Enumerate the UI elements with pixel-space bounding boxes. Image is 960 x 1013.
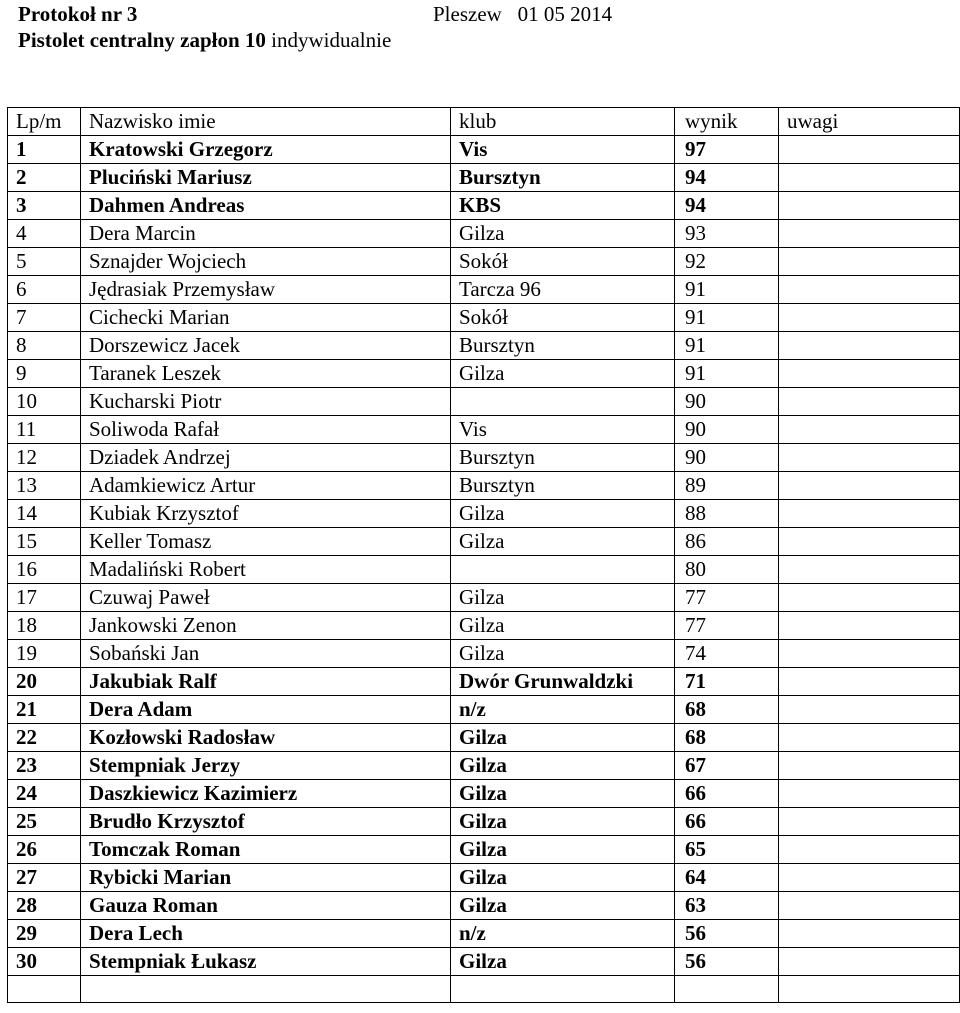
cell-score: 91	[675, 276, 779, 304]
cell-lp: 26	[8, 836, 81, 864]
cell-notes	[779, 136, 960, 164]
table-row	[8, 836, 960, 864]
cell-lp: 25	[8, 808, 81, 836]
cell-name: Kratowski Grzegorz	[81, 136, 451, 164]
cell-club: Gilza	[451, 500, 675, 528]
cell-name: Sznajder Wojciech	[81, 248, 451, 276]
table-row	[8, 136, 960, 164]
cell-club: Gilza	[451, 612, 675, 640]
cell-club: Bursztyn	[451, 164, 675, 192]
table-row	[8, 220, 960, 248]
cell-score	[675, 976, 779, 1003]
cell-score: 90	[675, 444, 779, 472]
cell-lp	[8, 976, 81, 1003]
cell-notes	[779, 836, 960, 864]
cell-notes	[779, 500, 960, 528]
cell-club: n/z	[451, 920, 675, 948]
discipline: Pistolet centralny zapłon 10	[18, 28, 266, 52]
cell-lp: 18	[8, 612, 81, 640]
cell-notes	[779, 388, 960, 416]
cell-notes	[779, 164, 960, 192]
cell-notes	[779, 304, 960, 332]
cell-name: Dera Marcin	[81, 220, 451, 248]
table-row	[8, 752, 960, 780]
cell-club: Bursztyn	[451, 332, 675, 360]
cell-lp: 4	[8, 220, 81, 248]
table-row	[8, 612, 960, 640]
cell-lp: 13	[8, 472, 81, 500]
cell-score: 77	[675, 612, 779, 640]
cell-notes	[779, 556, 960, 584]
table-row	[8, 556, 960, 584]
cell-notes	[779, 528, 960, 556]
place-date: Pleszew 01 05 2014	[433, 2, 613, 26]
cell-notes	[779, 640, 960, 668]
cell-name: Soliwoda Rafał	[81, 416, 451, 444]
cell-lp: 9	[8, 360, 81, 388]
cell-club: Bursztyn	[451, 472, 675, 500]
cell-club: Gilza	[451, 584, 675, 612]
cell-lp: 2	[8, 164, 81, 192]
cell-score: 63	[675, 892, 779, 920]
cell-notes	[779, 724, 960, 752]
cell-club: Gilza	[451, 752, 675, 780]
cell-notes	[779, 612, 960, 640]
cell-score: 64	[675, 864, 779, 892]
table-row	[8, 892, 960, 920]
results-table	[7, 107, 960, 1003]
column-header-notes: uwagi	[779, 108, 960, 136]
cell-score: 74	[675, 640, 779, 668]
cell-lp: 28	[8, 892, 81, 920]
cell-name: Sobański Jan	[81, 640, 451, 668]
cell-score: 89	[675, 472, 779, 500]
cell-name: Kubiak Krzysztof	[81, 500, 451, 528]
cell-score: 97	[675, 136, 779, 164]
table-row	[8, 360, 960, 388]
cell-notes	[779, 864, 960, 892]
cell-lp: 8	[8, 332, 81, 360]
cell-club: Gilza	[451, 948, 675, 976]
cell-name: Pluciński Mariusz	[81, 164, 451, 192]
cell-notes	[779, 360, 960, 388]
cell-score: 86	[675, 528, 779, 556]
cell-notes	[779, 416, 960, 444]
cell-club: Vis	[451, 416, 675, 444]
cell-name: Dera Adam	[81, 696, 451, 724]
cell-score: 90	[675, 416, 779, 444]
cell-name: Dziadek Andrzej	[81, 444, 451, 472]
cell-name: Jakubiak Ralf	[81, 668, 451, 696]
cell-lp: 22	[8, 724, 81, 752]
cell-notes	[779, 276, 960, 304]
table-row	[8, 696, 960, 724]
cell-score: 66	[675, 808, 779, 836]
table-row	[8, 276, 960, 304]
table-row	[8, 416, 960, 444]
cell-notes	[779, 696, 960, 724]
cell-name: Jędrasiak Przemysław	[81, 276, 451, 304]
cell-club: Gilza	[451, 836, 675, 864]
cell-lp: 12	[8, 444, 81, 472]
cell-lp: 19	[8, 640, 81, 668]
cell-name	[81, 976, 451, 1003]
cell-notes	[779, 976, 960, 1003]
cell-club: Sokół	[451, 248, 675, 276]
cell-score: 56	[675, 920, 779, 948]
cell-lp: 24	[8, 780, 81, 808]
cell-score: 67	[675, 752, 779, 780]
cell-lp: 14	[8, 500, 81, 528]
cell-notes	[779, 472, 960, 500]
cell-club	[451, 976, 675, 1003]
cell-lp: 30	[8, 948, 81, 976]
cell-name: Tomczak Roman	[81, 836, 451, 864]
cell-club: Gilza	[451, 220, 675, 248]
cell-notes	[779, 192, 960, 220]
table-row	[8, 920, 960, 948]
cell-lp: 15	[8, 528, 81, 556]
cell-name: Rybicki Marian	[81, 864, 451, 892]
table-row	[8, 332, 960, 360]
cell-name: Taranek Leszek	[81, 360, 451, 388]
table-row	[8, 948, 960, 976]
cell-score: 65	[675, 836, 779, 864]
cell-notes	[779, 948, 960, 976]
cell-score: 66	[675, 780, 779, 808]
cell-name: Gauza Roman	[81, 892, 451, 920]
cell-score: 91	[675, 332, 779, 360]
cell-lp: 1	[8, 136, 81, 164]
cell-club: Gilza	[451, 360, 675, 388]
cell-lp: 27	[8, 864, 81, 892]
cell-score: 91	[675, 360, 779, 388]
cell-name: Adamkiewicz Artur	[81, 472, 451, 500]
cell-club: Vis	[451, 136, 675, 164]
cell-club	[451, 388, 675, 416]
table-row	[8, 528, 960, 556]
cell-score: 80	[675, 556, 779, 584]
cell-notes	[779, 248, 960, 276]
cell-score: 68	[675, 696, 779, 724]
cell-club: Gilza	[451, 892, 675, 920]
column-header-club: klub	[451, 108, 675, 136]
cell-lp: 6	[8, 276, 81, 304]
cell-notes	[779, 780, 960, 808]
cell-name: Daszkiewicz Kazimierz	[81, 780, 451, 808]
column-header-name: Nazwisko imie	[81, 108, 451, 136]
table-row	[8, 668, 960, 696]
table-header-row	[8, 108, 960, 136]
cell-name: Jankowski Zenon	[81, 612, 451, 640]
cell-lp: 17	[8, 584, 81, 612]
cell-lp: 3	[8, 192, 81, 220]
cell-score: 77	[675, 584, 779, 612]
table-row	[8, 640, 960, 668]
cell-name: Stempniak Łukasz	[81, 948, 451, 976]
cell-name: Dera Lech	[81, 920, 451, 948]
cell-name: Stempniak Jerzy	[81, 752, 451, 780]
table-row	[8, 500, 960, 528]
cell-club	[451, 556, 675, 584]
cell-name: Brudło Krzysztof	[81, 808, 451, 836]
cell-lp: 7	[8, 304, 81, 332]
table-row	[8, 724, 960, 752]
table-row	[8, 192, 960, 220]
cell-club: Gilza	[451, 864, 675, 892]
cell-score: 91	[675, 304, 779, 332]
cell-notes	[779, 920, 960, 948]
cell-score: 93	[675, 220, 779, 248]
cell-name: Czuwaj Paweł	[81, 584, 451, 612]
column-header-lp: Lp/m	[8, 108, 81, 136]
cell-notes	[779, 668, 960, 696]
table-row	[8, 780, 960, 808]
cell-name: Dorszewicz Jacek	[81, 332, 451, 360]
discipline-line	[18, 28, 391, 52]
cell-lp: 29	[8, 920, 81, 948]
cell-club: Gilza	[451, 808, 675, 836]
cell-notes	[779, 584, 960, 612]
cell-lp: 16	[8, 556, 81, 584]
cell-lp: 23	[8, 752, 81, 780]
cell-club: Gilza	[451, 640, 675, 668]
table-row	[8, 472, 960, 500]
cell-notes	[779, 332, 960, 360]
cell-club: n/z	[451, 696, 675, 724]
table-row	[8, 584, 960, 612]
cell-club: Gilza	[451, 780, 675, 808]
cell-notes	[779, 808, 960, 836]
cell-score: 88	[675, 500, 779, 528]
cell-lp: 10	[8, 388, 81, 416]
table-row	[8, 248, 960, 276]
cell-score: 68	[675, 724, 779, 752]
table-row	[8, 976, 960, 1003]
table-row	[8, 164, 960, 192]
cell-notes	[779, 752, 960, 780]
cell-notes	[779, 220, 960, 248]
cell-name: Dahmen Andreas	[81, 192, 451, 220]
cell-club: Bursztyn	[451, 444, 675, 472]
cell-score: 56	[675, 948, 779, 976]
cell-club: Dwór Grunwaldzki	[451, 668, 675, 696]
cell-score: 92	[675, 248, 779, 276]
table-row	[8, 388, 960, 416]
cell-name: Madaliński Robert	[81, 556, 451, 584]
cell-lp: 21	[8, 696, 81, 724]
cell-club: Gilza	[451, 724, 675, 752]
cell-lp: 5	[8, 248, 81, 276]
table-row	[8, 304, 960, 332]
cell-name: Keller Tomasz	[81, 528, 451, 556]
category: indywidualnie	[271, 28, 392, 52]
cell-name: Kucharski Piotr	[81, 388, 451, 416]
cell-lp: 11	[8, 416, 81, 444]
cell-notes	[779, 892, 960, 920]
cell-name: Cichecki Marian	[81, 304, 451, 332]
cell-club: KBS	[451, 192, 675, 220]
cell-notes	[779, 444, 960, 472]
table-row	[8, 808, 960, 836]
table-row	[8, 864, 960, 892]
table-row	[8, 444, 960, 472]
cell-club: Gilza	[451, 528, 675, 556]
cell-name: Kozłowski Radosław	[81, 724, 451, 752]
cell-score: 94	[675, 192, 779, 220]
cell-club: Sokół	[451, 304, 675, 332]
cell-score: 90	[675, 388, 779, 416]
cell-club: Tarcza 96	[451, 276, 675, 304]
cell-lp: 20	[8, 668, 81, 696]
column-header-score: wynik	[675, 108, 779, 136]
cell-score: 71	[675, 668, 779, 696]
cell-score: 94	[675, 164, 779, 192]
protocol-title: Protokoł nr 3	[18, 2, 138, 26]
